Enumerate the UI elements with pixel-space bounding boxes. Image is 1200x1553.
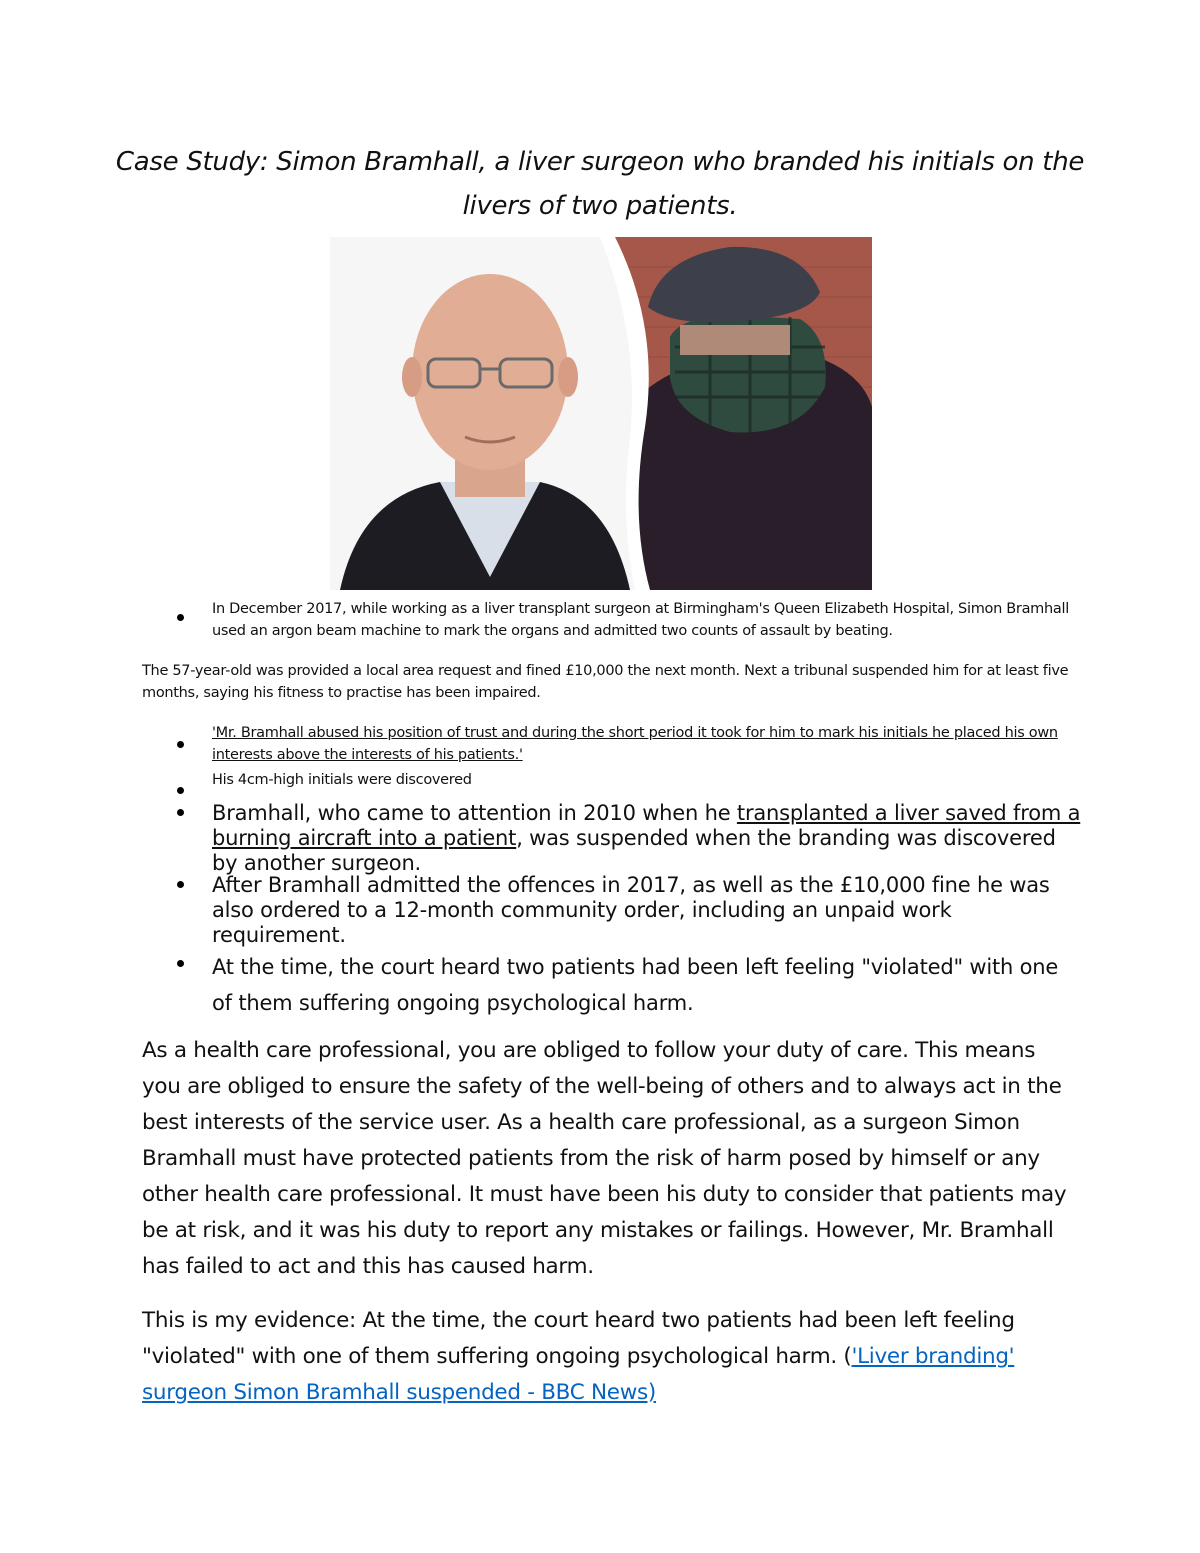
underlined-text: transplanted a liver saved from a burning aircraft into a patient xyxy=(212,801,1081,850)
bullet-item-december-2017: In December 2017, while working as a liver transplant surgeon at Birmingham's Queen Elizabeth Hospital, Simon Bramhall used an argon beam machine to mark the organs and admitted two counts of assault by beating. xyxy=(212,601,1069,639)
page-title: Case Study: Simon Bramhall, a liver surgeon who branded his initials on the livers of two patients. xyxy=(115,147,1085,221)
bullet-dot xyxy=(177,787,184,794)
bullet-item-offences-2017: After Bramhall admitted the offences in 2017, as well as the £10,000 fine he was also ordered to a 12-month community order, including an unpaid work requirement. xyxy=(212,873,1050,947)
evidence-text: This is my evidence: At the time, the court heard two patients had been left feeling "violated" with one of them suffering ongoing psychological harm. ( xyxy=(142,1308,1015,1369)
bullet-item-court-heard: At the time, the court heard two patients had been left feeling "violated" with one of them suffering ongoing psychological harm. xyxy=(212,955,1059,1015)
bullet-dot xyxy=(177,809,184,816)
bullet-dot xyxy=(177,960,184,967)
bullet-dot xyxy=(177,741,184,748)
photo-collage xyxy=(330,237,872,590)
bullet-item-quote: 'Mr. Bramhall abused his position of trust and during the short period it took for him to mark his initials he placed his own interests above the interests of his patients.' xyxy=(212,725,1058,763)
bullet-text: Bramhall, who came to attention in 2010 when he xyxy=(212,801,737,825)
photo-illustration xyxy=(330,237,872,590)
bullet-dot xyxy=(177,614,184,621)
bullet-item-attention-2010 xyxy=(212,801,1082,876)
paragraph-57-year-old: The 57-year-old was provided a local area request and fined £10,000 the next month. Next a tribunal suspended him for at least five months, saying his fitness to practise has been impaired. xyxy=(142,663,1069,701)
face-strip xyxy=(680,325,790,355)
paragraph-evidence xyxy=(142,1303,1072,1411)
bullet-dot xyxy=(177,881,184,888)
bullet-text-end: , was suspended when the branding was discovered by another surgeon. xyxy=(212,826,1056,875)
bbc-news-link[interactable]: 'Liver branding' surgeon Simon Bramhall suspended - BBC News) xyxy=(142,1344,1015,1405)
bullet-item-initials: His 4cm-high initials were discovered xyxy=(212,772,472,788)
paragraph-duty-of-care: As a health care professional, you are obliged to follow your duty of care. This means you are obliged to ensure the safety of the well-being of others and to always act in the best interests of the service user. As a health care professional, as a surgeon Simon Bramhall must have protected patients from the risk of harm posed by himself or any other health care professional. It must have been his duty to consider that patients may be at risk, and it was his duty to report any mistakes or failings. However, Mr. Bramhall has failed to act and this has caused harm. xyxy=(142,1038,1067,1279)
